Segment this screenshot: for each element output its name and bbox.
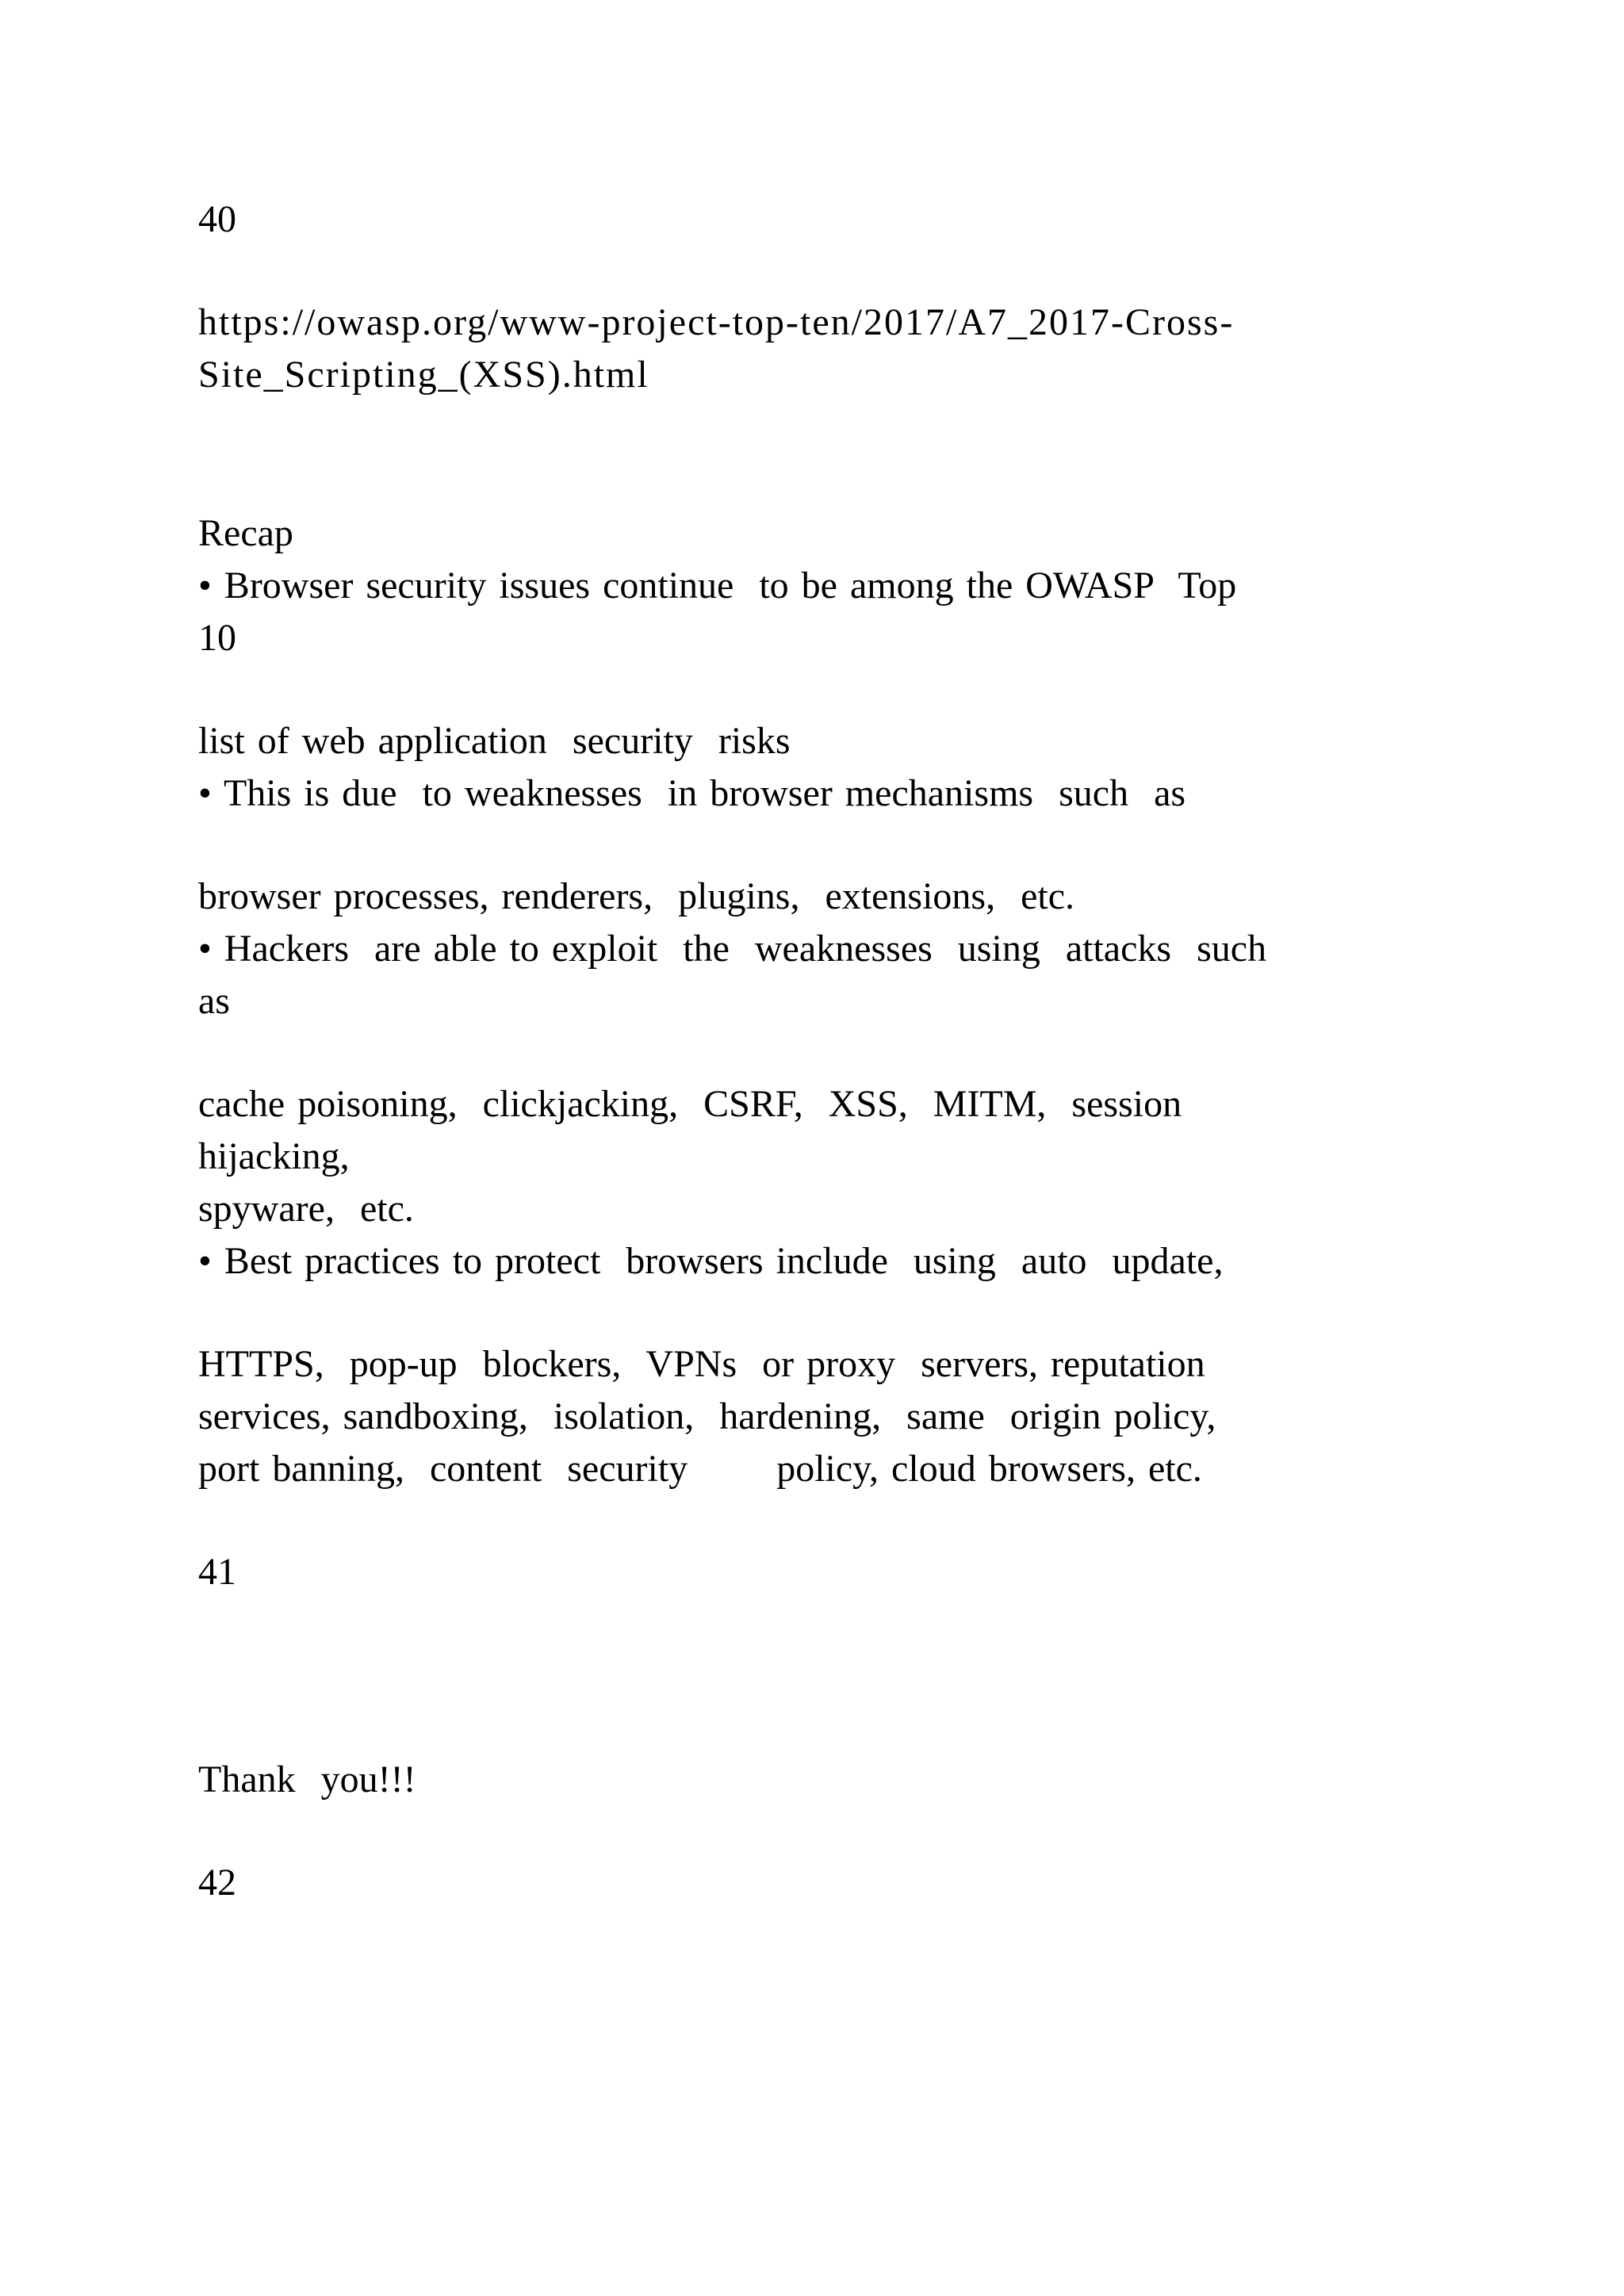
reference-link-line-2[interactable]: Site_Scripting_(XSS).html xyxy=(198,354,649,396)
page-number-40: 40 xyxy=(198,198,236,240)
recap-line: spyware, etc. xyxy=(198,1188,414,1230)
recap-line: HTTPS, pop-up blockers, VPNs or proxy servers, reputation xyxy=(198,1343,1205,1385)
thank-you-text: Thank you!!! xyxy=(198,1758,416,1800)
recap-line: as xyxy=(198,980,230,1022)
recap-line: list of web application security risks xyxy=(198,720,791,762)
recap-line: • Best practices to protect browsers include using auto update, xyxy=(198,1240,1224,1282)
page-number-42: 42 xyxy=(198,1862,236,1904)
recap-line: • This is due to weaknesses in browser mechanisms such as xyxy=(198,772,1186,814)
page-number-41: 41 xyxy=(198,1551,236,1593)
recap-line: cache poisoning, clickjacking, CSRF, XSS, MITM, session xyxy=(198,1083,1182,1125)
recap-heading: Recap xyxy=(198,512,293,554)
recap-line: browser processes, renderers, plugins, extensions, etc. xyxy=(198,875,1075,917)
recap-line: 10 xyxy=(198,617,236,659)
recap-line: port banning, content security policy, cloud browsers, etc. xyxy=(198,1448,1202,1490)
recap-line: hijacking, xyxy=(198,1135,350,1177)
recap-line: services, sandboxing, isolation, hardening, same origin policy, xyxy=(198,1395,1216,1437)
recap-line: • Hackers are able to exploit the weaknesses using attacks such xyxy=(198,928,1267,970)
reference-link-line-1[interactable]: https://owasp.org/www-project-top-ten/2017/A7_2017-Cross- xyxy=(198,301,1235,343)
recap-line: • Browser security issues continue to be among the OWASP Top xyxy=(198,564,1237,607)
